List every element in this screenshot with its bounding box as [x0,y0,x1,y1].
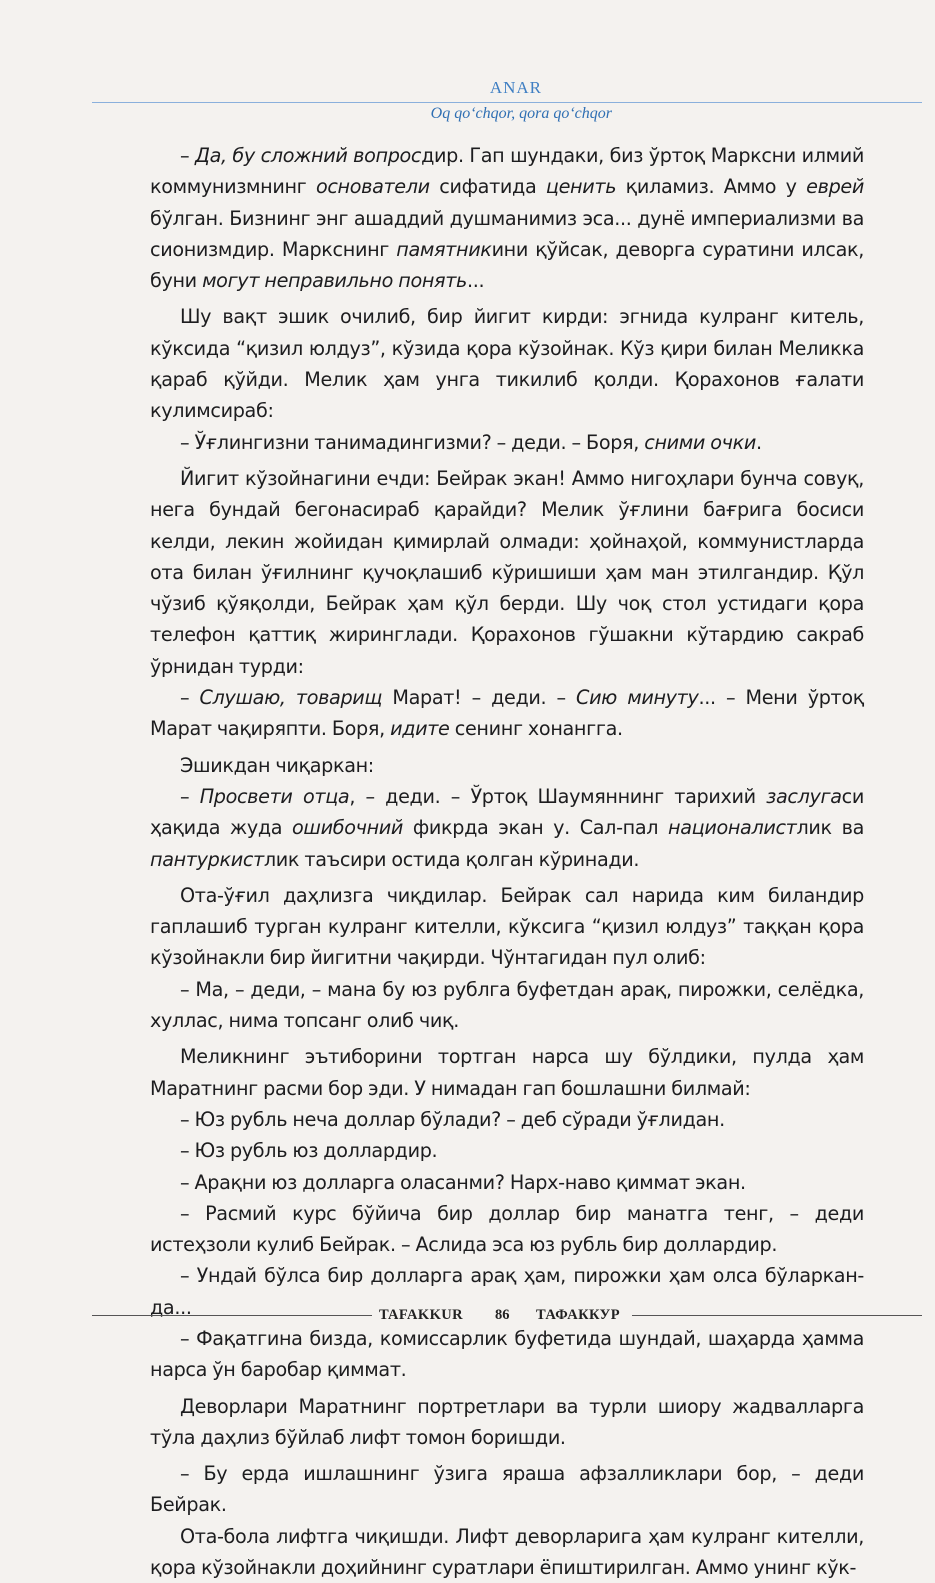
paragraph [150,781,864,875]
italic-segment: могут неправильно понять [202,269,468,293]
text-segment: ини қўйсак, деворга суратини илсак, буни [150,237,864,293]
text-segment: си ҳақида жуда [150,784,864,840]
text-segment: – [180,784,200,808]
paragraph [150,880,864,974]
text-segment: – Ундай бўлса бир долларга арақ ҳам, пирожки ҳам олса бўларкан-да... [150,1264,864,1319]
text-segment: сифатида [429,175,546,199]
header-subtitle: Oq qo‘chqor, qora qo‘chqor [430,105,612,122]
text-segment: фикрда экан у. Сал-пал [403,816,669,840]
text-segment: Йигит кўзойнагини ечди: Бейрак экан! Аммо нигоҳлари бунча совуқ, нега бундай бегонасираб қарайди? Мелик ўғлини бағрига босиси келди, лекин жойидан қимирлай олмади: ҳойнаҳой, коммунистларда ота билан ўғилнинг қучоқлашиб кўришиши ҳам ман этилгандир. Қўл чўзиб қўяқолди, Бейрак ҳам қўл берди. Шу чоқ стол устидаги қора телефон қаттиқ жиринглади. Қорахонов гўшакни кўтардию сакраб ўрнидан турди: [150,466,864,678]
paragraph [150,1391,864,1454]
text-segment: бўлган. Бизнинг энг ашаддий душманимиз эса... дунё империализми ва сионизмдир. Маркснинг [150,206,864,261]
text-segment: Ота-ўғил даҳлизга чиқдилар. Бейрак сал нарида ким биландир гаплашиб турган кулранг кителли, кўксига “қизил юлдуз” таққан қора кўзойнакли бир йигитни чақирди. Чўнтагидан пул олиб: [150,883,864,970]
running-header [92,77,922,123]
running-footer [92,1304,922,1328]
page-number: 86 [495,1307,510,1323]
header-rule [92,102,922,103]
paragraph [150,301,864,426]
paragraph [150,140,864,296]
italic-segment: Да, бу сложний вопрос [194,144,422,167]
text-segment: – [180,686,200,710]
text-segment: – Бу ерда ишлашнинг ўзига яраша афзалликлари бор, – деди Бейрак. [150,1462,864,1517]
text-segment: ... [467,269,485,293]
footer-magazine-latin: TAFAKKUR [379,1307,464,1323]
italic-segment: националист [668,816,797,840]
paragraph [150,1198,864,1261]
text-segment: – Ўғлингизни танимадингизми? – деди. – Боря, [180,430,645,454]
text-segment: – [180,144,195,167]
text-segment: – Расмий курс бўйича бир доллар бир манатга тенг, – деди истеҳзоли кулиб Бейрак. – Аслида эса юз рубль бир доллардир. [150,1201,864,1257]
header-author: ANAR [489,78,542,97]
italic-segment: памятник [396,237,492,261]
italic-segment: Просвети отца [199,784,350,808]
body-text [150,140,864,1583]
text-segment: – Фақатгина бизда, комиссарлик буфетида шундай, шаҳарда ҳамма нарса ўн баробар қиммат. [150,1326,864,1382]
footer-rule-right [632,1315,922,1316]
italic-segment: ценить [545,175,617,199]
paragraph [150,1167,864,1198]
text-segment: Эшикдан чиқаркан: [180,753,374,777]
text-segment: Деворлари Маратнинг портретлари ва турли шиору жадвалларга тўла даҳлиз бўйлаб лифт томон боришди. [150,1394,864,1449]
paragraph [150,682,864,745]
footer-rule-left [92,1315,372,1316]
paragraph [150,974,864,1037]
italic-segment: еврей [806,175,864,199]
text-segment: лик таъсири остида қолган кўринади. [263,847,640,871]
text-segment: – Арақни юз долларга оласанми? Нарх-наво қиммат экан. [180,1170,746,1194]
text-segment: қиламиз. Аммо у [616,175,807,199]
text-segment: Меликнинг эътиборини тортган нарса шу бўлдики, пулда ҳам Маратнинг расми бор эди. У нимадан гап бошлашни билмай: [150,1045,864,1100]
paragraph [150,1458,864,1521]
text-segment: Шу вақт эшик очилиб, бир йигит кирди: эгнида кулранг китель, кўксида “қизил юлдуз”, кўзида қора кўзойнак. Кўз қири билан Меликка қараб қўйди. Мелик ҳам унга тикилиб қолди. Қорахонов ғалати кулимсираб: [150,305,864,423]
italic-segment: сними очки [644,430,757,454]
paragraph [150,1323,864,1386]
paragraph [150,1041,864,1104]
text-segment: дир. Гап шундаки, биз ўртоқ Марксни илмий коммунизмнинг [150,144,864,199]
paragraph [150,1135,864,1166]
text-segment: , – деди. – Ўртоқ Шаумяннинг тарихий [349,784,767,808]
text-segment: – Юз рубль юз доллардир. [180,1139,438,1163]
text-segment: Марат! – деди. – [382,686,577,710]
footer-magazine-cyrillic: ТАФАККУР [536,1307,620,1323]
text-segment: сенинг хонангга. [449,717,623,741]
italic-segment: идите [390,717,450,741]
italic-segment: ошибочний [292,816,404,840]
italic-segment: пантуркист [150,847,264,871]
paragraph [150,427,864,458]
italic-segment: Слушаю, товарищ [199,686,383,710]
italic-segment: основатели [315,175,430,199]
text-segment: . [756,430,762,454]
paragraph [150,750,864,781]
paragraph [150,1521,864,1583]
italic-segment: Сию минуту [576,686,699,710]
paragraph [150,1104,864,1135]
text-segment: – Юз рубль неча доллар бўлади? – деб сўради ўғлидан. [180,1107,725,1131]
text-segment: Ота-бола лифтга чиқишди. Лифт деворларига ҳам кулранг кителли, қора кўзойнакли доҳийнинг суратлари ёпиштирилган. Аммо унинг кўк- [150,1524,864,1580]
text-segment: лик ва [796,816,864,840]
paragraph [150,463,864,682]
italic-segment: заслуга [766,784,842,808]
text-segment: ... – Мени ўртоқ Марат чақиряпти. Боря, [150,686,864,741]
text-segment: – Ма, – деди, – мана бу юз рублга буфетдан арақ, пирожки, селёдка, хуллас, нима топсанг олиб чиқ. [150,977,864,1033]
